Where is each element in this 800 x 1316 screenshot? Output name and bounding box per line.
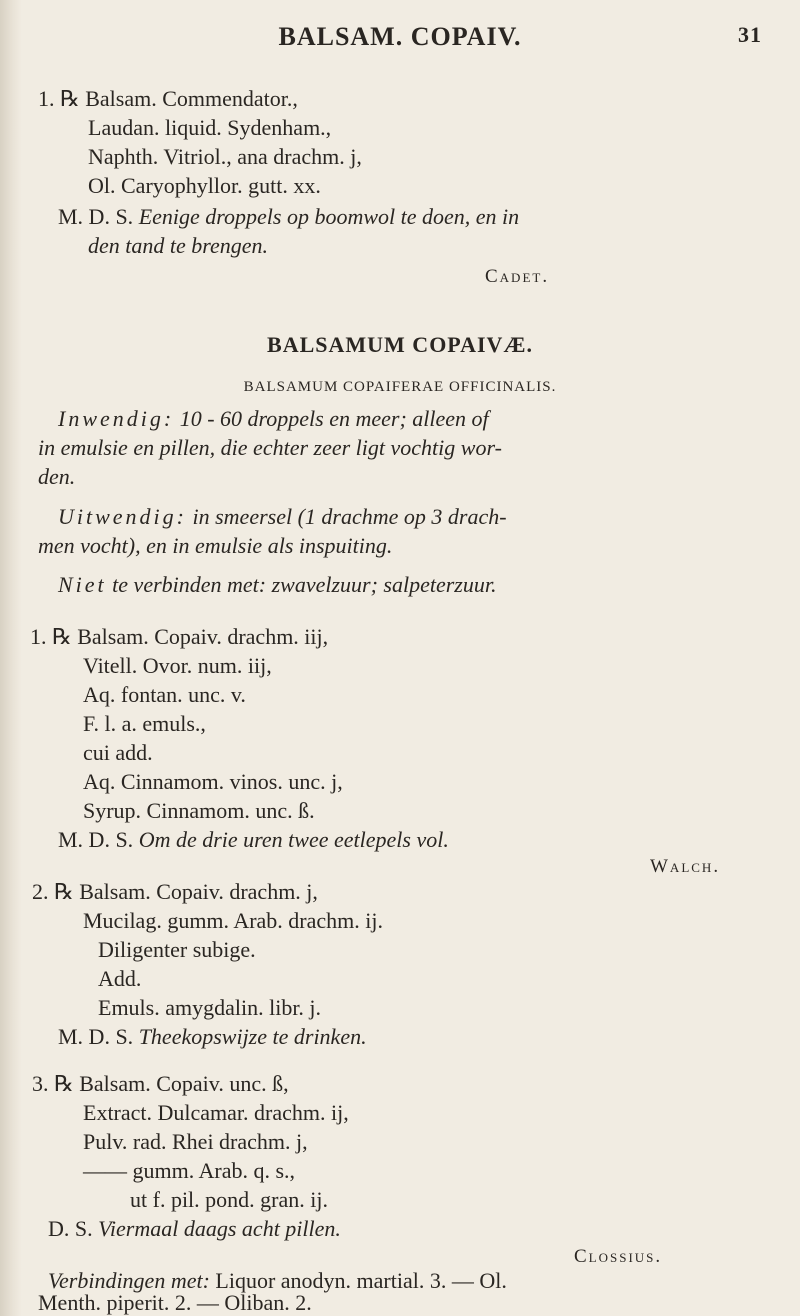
- verbindingen-label: Verbindingen met:: [48, 1268, 210, 1293]
- cadet-instruction-line-2: den tand te brengen.: [88, 233, 269, 258]
- uitwendig-line-1: [58, 502, 507, 532]
- recipe3-line-2: Extract. Dulcamar. drachm. ij,: [83, 1100, 349, 1125]
- recipe2-line-5: Emuls. amygdalin. libr. j.: [98, 995, 322, 1020]
- recipe1-author: Walch.: [650, 856, 721, 877]
- recipe3-line-3: Pulv. rad. Rhei drachm. j,: [83, 1129, 308, 1154]
- cadet-line-3: Naphth. Vitriol., ana drachm. j,: [88, 144, 362, 169]
- inwendig-text: 10 - 60 droppels en meer; alleen of: [179, 406, 489, 431]
- recipe1-line-5: cui add.: [83, 740, 153, 765]
- uitwendig-text: in smeersel (1 drachme op 3 drach-: [192, 504, 507, 529]
- page-number: 31: [738, 22, 762, 47]
- instruction-text: Om de drie uren twee eetlepels vol.: [138, 827, 449, 852]
- instruction-prefix: M. D. S.: [58, 204, 134, 229]
- page-gutter-shadow: [0, 0, 22, 1316]
- cadet-line-1: 1. ℞ Balsam. Commendator.,: [38, 86, 298, 111]
- inwendig-line-1: [58, 404, 489, 434]
- recipe2-instruction: [58, 1022, 367, 1052]
- cadet-line-4: Ol. Caryophyllor. gutt. xx.: [88, 173, 321, 198]
- recipe1-line-6: Aq. Cinnamom. vinos. unc. j,: [83, 769, 343, 794]
- niet-text: te verbinden met: zwavelzuur; salpeterzuur.: [112, 572, 497, 597]
- inwendig-line-3: den.: [38, 464, 76, 489]
- recipe1-line-3: Aq. fontan. unc. v.: [83, 682, 246, 707]
- recipe3-line-4: —— gumm. Arab. q. s.,: [83, 1158, 296, 1183]
- instruction-prefix: M. D. S.: [58, 1024, 134, 1049]
- recipe1-line-4: F. l. a. emuls.,: [83, 711, 206, 736]
- recipe2-line-3: Diligenter subige.: [98, 937, 256, 962]
- recipe1-line-7: Syrup. Cinnamom. unc. ß.: [83, 798, 315, 823]
- instruction-text: Viermaal daags acht pillen.: [98, 1216, 341, 1241]
- uitwendig-label: Uitwendig:: [58, 504, 187, 529]
- cadet-line-2: Laudan. liquid. Sydenham.,: [88, 115, 332, 140]
- instruction-prefix: M. D. S.: [58, 827, 134, 852]
- recipe1-line-1: 1. ℞ Balsam. Copaiv. drachm. iij,: [30, 624, 329, 649]
- instruction-text: Theekopswijze te drinken.: [138, 1024, 367, 1049]
- recipe3-line-5: ut f. pil. pond. gran. ij.: [130, 1187, 328, 1212]
- section-subtitle: BALSAMUM COPAIFERAE OFFICINALIS.: [243, 379, 557, 395]
- cadet-instruction-line-1: [58, 202, 519, 232]
- recipe2-line-2: Mucilag. gumm. Arab. drachm. ij.: [83, 908, 383, 933]
- recipe2-line-1: 2. ℞ Balsam. Copaiv. drachm. j,: [32, 879, 318, 904]
- recipe2-line-4: Add.: [98, 966, 142, 991]
- recipe3-line-1: 3. ℞ Balsam. Copaiv. unc. ß,: [32, 1071, 289, 1096]
- instruction-text: Eenige droppels op boomwol te doen, en in: [138, 204, 520, 229]
- niet-line: [58, 570, 497, 600]
- verbindingen-text: Liquor anodyn. martial. 3. — Ol.: [215, 1268, 507, 1293]
- verbindingen-line-2: Menth. piperit. 2. — Oliban. 2.: [38, 1290, 312, 1315]
- inwendig-label: Inwendig:: [58, 406, 175, 431]
- inwendig-line-2: in emulsie en pillen, die echter zeer ligt vochtig wor-: [38, 435, 502, 460]
- instruction-prefix: D. S.: [48, 1216, 93, 1241]
- recipe3-instruction: [48, 1214, 341, 1244]
- recipe1-instruction: [58, 825, 449, 855]
- running-header: BALSAM. COPAIV.: [278, 22, 522, 51]
- niet-label: Niet: [58, 572, 107, 597]
- cadet-author: Cadet.: [485, 266, 550, 287]
- recipe1-line-2: Vitell. Ovor. num. iij,: [83, 653, 272, 678]
- uitwendig-line-2: men vocht), en in emulsie als inspuiting.: [38, 533, 393, 558]
- section-title: BALSAMUM COPAIVÆ.: [267, 332, 533, 357]
- recipe3-author: Clossius.: [574, 1246, 663, 1267]
